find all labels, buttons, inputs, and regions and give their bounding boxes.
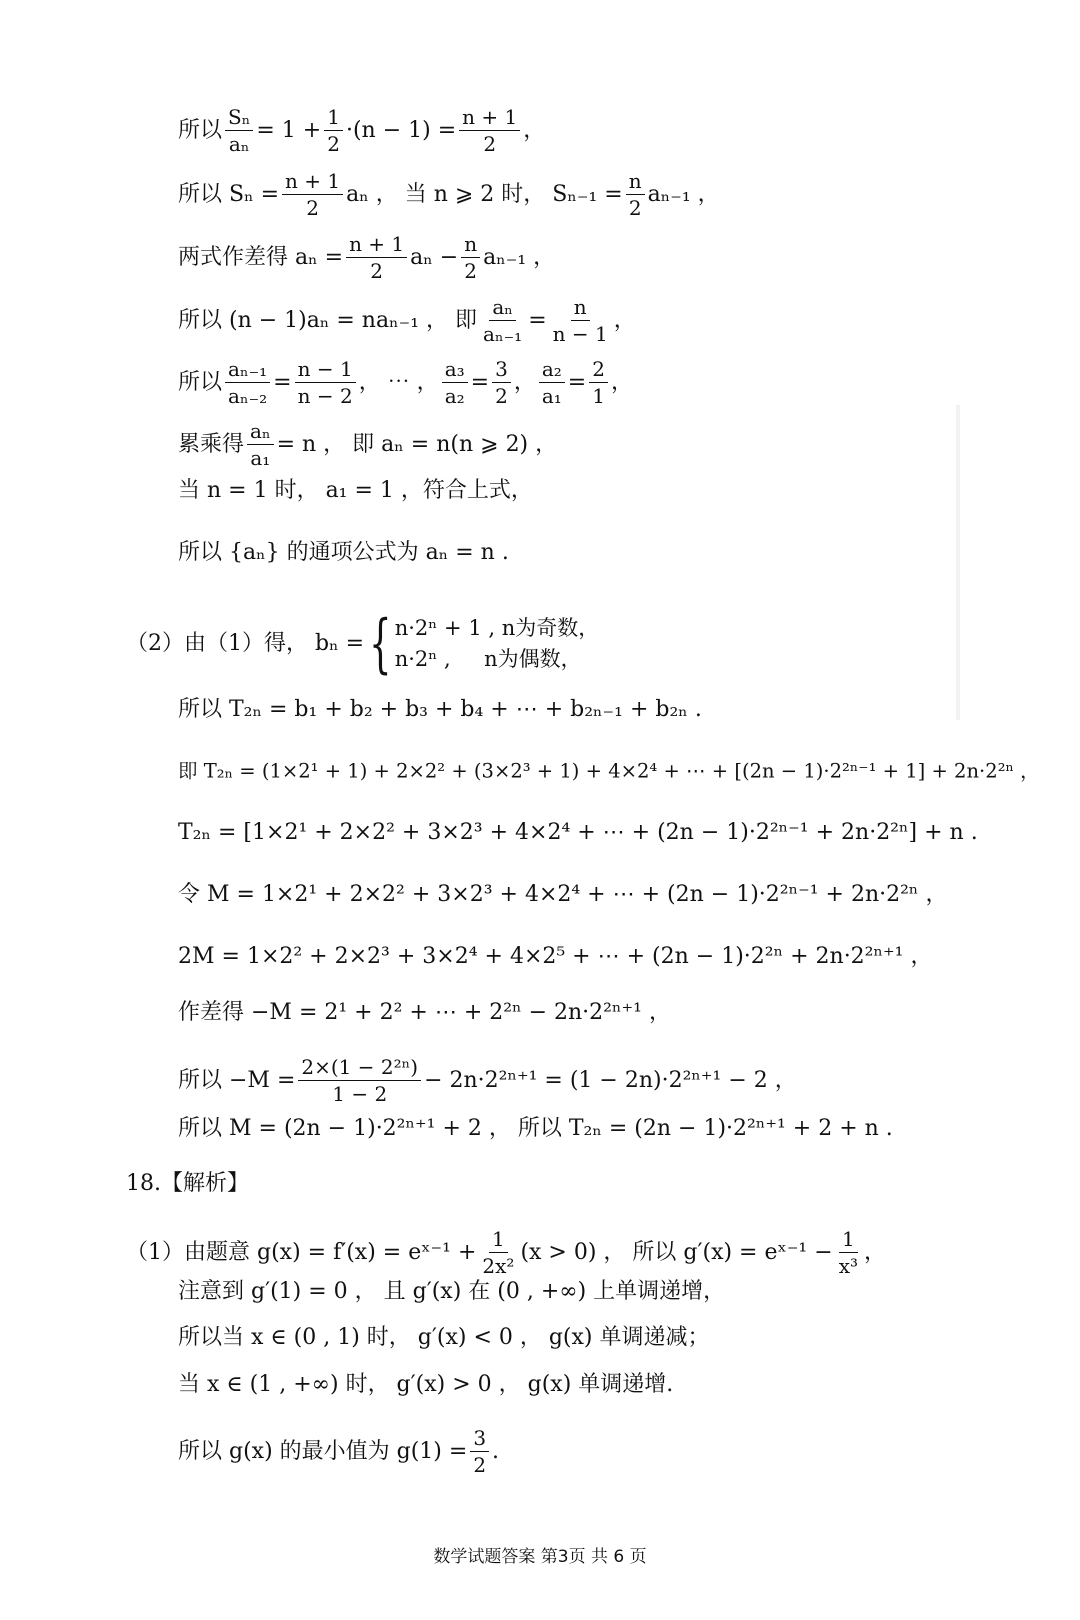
numerator: n bbox=[461, 233, 480, 258]
denominator: 2 bbox=[464, 259, 478, 283]
formula-line bbox=[178, 946, 932, 968]
denominator: x³ bbox=[838, 1254, 858, 1278]
denominator: a₁ bbox=[541, 384, 562, 408]
formula-line bbox=[178, 542, 509, 564]
formula-line bbox=[178, 1056, 797, 1105]
fraction bbox=[836, 1228, 861, 1277]
formula-text: 所以 g(x) 的最小值为 g(1) = bbox=[178, 1438, 468, 1464]
denominator: 2 bbox=[370, 259, 383, 283]
fraction bbox=[492, 358, 511, 407]
formula-line bbox=[178, 296, 636, 345]
denominator: n − 1 bbox=[552, 322, 608, 346]
numerator: n + 1 bbox=[346, 233, 407, 258]
numerator: 1 bbox=[839, 1228, 858, 1253]
formula-line bbox=[178, 358, 633, 407]
formula-text: 2M = 1×2² + 2×2³ + 3×2⁴ + 4×2⁵ + ⋯ + (2n − 1)·2²ⁿ + 2n·2²ⁿ⁺¹ ， bbox=[178, 944, 933, 969]
fraction bbox=[346, 233, 407, 282]
formula-text: T₂ₙ = [1×2¹ + 2×2² + 3×2³ + 4×2⁴ + ⋯ + (2n − 1)·2²ⁿ⁻¹ + 2n·2²ⁿ] + n . bbox=[178, 820, 978, 845]
denominator: 2 bbox=[495, 384, 508, 408]
numerator: a₂ bbox=[539, 358, 565, 383]
formula-text: 当 x ∈ (1 , +∞) 时， g′(x) > 0 ， g(x) 单调递增. bbox=[178, 1372, 674, 1397]
formula-text: (x > 0) ， 所以 g′(x) = eˣ⁻¹ − bbox=[520, 1239, 833, 1265]
formula-line bbox=[178, 106, 545, 155]
formula-text: ， bbox=[613, 307, 636, 333]
denominator: 1 − 2 bbox=[332, 1082, 388, 1106]
formula-text: 注意到 g′(1) = 0 ， 且 g′(x) 在 (0 , +∞) 上单调递增， bbox=[178, 1279, 726, 1304]
denominator: 2 bbox=[327, 132, 340, 156]
numerator: aₙ bbox=[489, 296, 516, 321]
formula-line bbox=[126, 1173, 249, 1195]
formula-line bbox=[178, 1118, 893, 1140]
denominator: 2x² bbox=[482, 1254, 515, 1278]
denominator: aₙ bbox=[228, 132, 250, 156]
numerator: n bbox=[571, 296, 590, 321]
denominator: aₙ₋₂ bbox=[228, 384, 268, 408]
denominator: 1 bbox=[592, 384, 605, 408]
fraction bbox=[442, 358, 468, 407]
formula-text: = n ， 即 aₙ = n(n ⩾ 2) ， bbox=[276, 431, 558, 457]
fraction bbox=[589, 358, 608, 407]
fraction bbox=[550, 296, 611, 345]
denominator: aₙ₋₁ bbox=[483, 322, 523, 346]
denominator: 2 bbox=[473, 1453, 487, 1477]
numerator: a₃ bbox=[442, 358, 468, 383]
formula-line bbox=[178, 1002, 671, 1024]
numerator: 3 bbox=[492, 358, 511, 383]
formula-text: 即 T₂ₙ = (1×2¹ + 1) + 2×2² + (3×2³ + 1) + 4×2⁴ + ⋯ + [(2n − 1)·2²ⁿ⁻¹ + 1] + 2n·2²ⁿ ， bbox=[178, 760, 1040, 783]
formula-text: = bbox=[273, 369, 292, 395]
denominator: a₁ bbox=[250, 446, 271, 470]
formula-text: ， bbox=[863, 1239, 886, 1265]
fraction bbox=[247, 420, 274, 469]
fraction bbox=[461, 233, 480, 282]
fraction bbox=[225, 106, 253, 155]
formula-text: 所以 bbox=[178, 117, 223, 143]
formula-text: 所以 −M = bbox=[178, 1067, 296, 1093]
formula-text: = 1 + bbox=[256, 117, 322, 143]
fraction bbox=[539, 358, 565, 407]
scan-edge-shadow bbox=[956, 405, 960, 720]
formula-text: 令 M = 1×2¹ + 2×2² + 3×2³ + 4×2⁴ + ⋯ + (2n − 1)·2²ⁿ⁻¹ + 2n·2²ⁿ ， bbox=[178, 882, 948, 907]
piecewise-cases bbox=[395, 618, 600, 670]
denominator: a₂ bbox=[444, 384, 465, 408]
formula-text: = bbox=[470, 369, 490, 395]
formula-text: aₙ₋₁ ， bbox=[647, 181, 720, 207]
numerator: Sₙ bbox=[225, 106, 253, 131]
fraction bbox=[298, 1056, 421, 1105]
case-odd: n·2ⁿ + 1 , n为奇数， bbox=[394, 616, 600, 640]
numerator: n + 1 bbox=[282, 170, 343, 195]
formula-text: 所以 {aₙ} 的通项公式为 aₙ = n . bbox=[178, 540, 509, 565]
formula-text: （1）由题意 g(x) = f′(x) = eˣ⁻¹ + bbox=[126, 1239, 477, 1265]
denominator: 2 bbox=[306, 196, 319, 220]
formula-line bbox=[178, 1374, 673, 1396]
numerator: n − 1 bbox=[295, 358, 356, 383]
formula-text: 作差得 −M = 2¹ + 2² + ⋯ + 2²ⁿ − 2n·2²ⁿ⁺¹ ， bbox=[178, 1000, 671, 1025]
formula-text: − 2n·2²ⁿ⁺¹ = (1 − 2n)·2²ⁿ⁺¹ − 2 ， bbox=[424, 1067, 797, 1093]
formula-line bbox=[178, 420, 557, 469]
formula-text: 所以 bbox=[178, 369, 223, 395]
numerator: n + 1 bbox=[459, 106, 520, 131]
numerator: 2 bbox=[589, 358, 608, 383]
formula-text: 所以 M = (2n − 1)·2²ⁿ⁺¹ + 2 ， 所以 T₂ₙ = (2n − 1)·2²ⁿ⁺¹ + 2 + n . bbox=[178, 1116, 893, 1141]
fraction bbox=[282, 170, 343, 219]
formula-text: 所以当 x ∈ (0 , 1) 时， g′(x) < 0 ， g(x) 单调递减； bbox=[178, 1325, 710, 1350]
formula-text: aₙ ， 当 n ⩾ 2 时， Sₙ₋₁ = bbox=[346, 181, 623, 207]
formula-text: 所以 T₂ₙ = b₁ + b₂ + b₃ + b₄ + ⋯ + b₂ₙ₋₁ + b₂ₙ . bbox=[178, 697, 702, 722]
formula-line bbox=[178, 822, 978, 844]
formula-line bbox=[126, 1228, 886, 1277]
case-even: n·2ⁿ , n为偶数， bbox=[394, 647, 582, 671]
fraction bbox=[225, 358, 270, 407]
fraction bbox=[479, 1228, 517, 1277]
formula-line bbox=[178, 1281, 725, 1303]
formula-text: 当 n = 1 时， a₁ = 1 ，符合上式， bbox=[178, 478, 533, 503]
formula-text: ， bbox=[523, 117, 546, 143]
fraction bbox=[626, 170, 645, 219]
numerator: n bbox=[626, 170, 645, 195]
numerator: 3 bbox=[470, 1427, 489, 1452]
formula-line bbox=[178, 884, 947, 906]
fraction bbox=[295, 358, 356, 407]
denominator: 2 bbox=[628, 196, 642, 220]
formula-line bbox=[178, 233, 555, 282]
formula-text: ， bbox=[610, 369, 633, 395]
formula-text: 所以 Sₙ = bbox=[178, 181, 280, 207]
fraction bbox=[324, 106, 343, 155]
denominator: n − 2 bbox=[297, 384, 353, 408]
formula-text: ， bbox=[513, 369, 536, 395]
formula-text: 两式作差得 aₙ = bbox=[178, 244, 344, 270]
fraction bbox=[459, 106, 520, 155]
formula-line bbox=[178, 1427, 499, 1476]
formula-line bbox=[178, 480, 533, 502]
page-footer: 数学试题答案 第3页 共 6 页 bbox=[433, 1547, 647, 1567]
formula-line bbox=[178, 699, 702, 721]
fraction bbox=[470, 1427, 489, 1476]
formula-text: ， ⋯ ， bbox=[358, 369, 439, 395]
formula-line bbox=[178, 1327, 710, 1349]
left-brace-icon: { bbox=[369, 607, 392, 681]
part2-lead: （2）由（1）得， bₙ = bbox=[126, 631, 365, 656]
numerator: aₙ₋₁ bbox=[225, 358, 270, 383]
formula-line bbox=[178, 170, 720, 219]
formula-text: = bbox=[567, 369, 587, 395]
numerator: aₙ bbox=[247, 420, 274, 445]
formula-text: = bbox=[528, 307, 547, 333]
numerator: 2×(1 − 2²ⁿ) bbox=[298, 1056, 421, 1081]
fraction bbox=[480, 296, 525, 345]
formula-text: . bbox=[492, 1438, 500, 1464]
part2-definition bbox=[126, 607, 600, 681]
formula-text: aₙ₋₁ ， bbox=[483, 244, 556, 270]
formula-line bbox=[178, 762, 1040, 782]
denominator: 2 bbox=[483, 132, 497, 156]
numerator: 1 bbox=[324, 106, 343, 131]
formula-text: ·(n − 1) = bbox=[345, 117, 457, 143]
numerator: 1 bbox=[489, 1228, 508, 1253]
formula-text: 累乘得 bbox=[178, 431, 245, 457]
formula-text: 18.【解析】 bbox=[126, 1171, 249, 1196]
formula-text: 所以 (n − 1)aₙ = naₙ₋₁ ， 即 bbox=[178, 307, 478, 333]
formula-text: aₙ − bbox=[410, 244, 459, 270]
piecewise-bn bbox=[364, 607, 600, 681]
